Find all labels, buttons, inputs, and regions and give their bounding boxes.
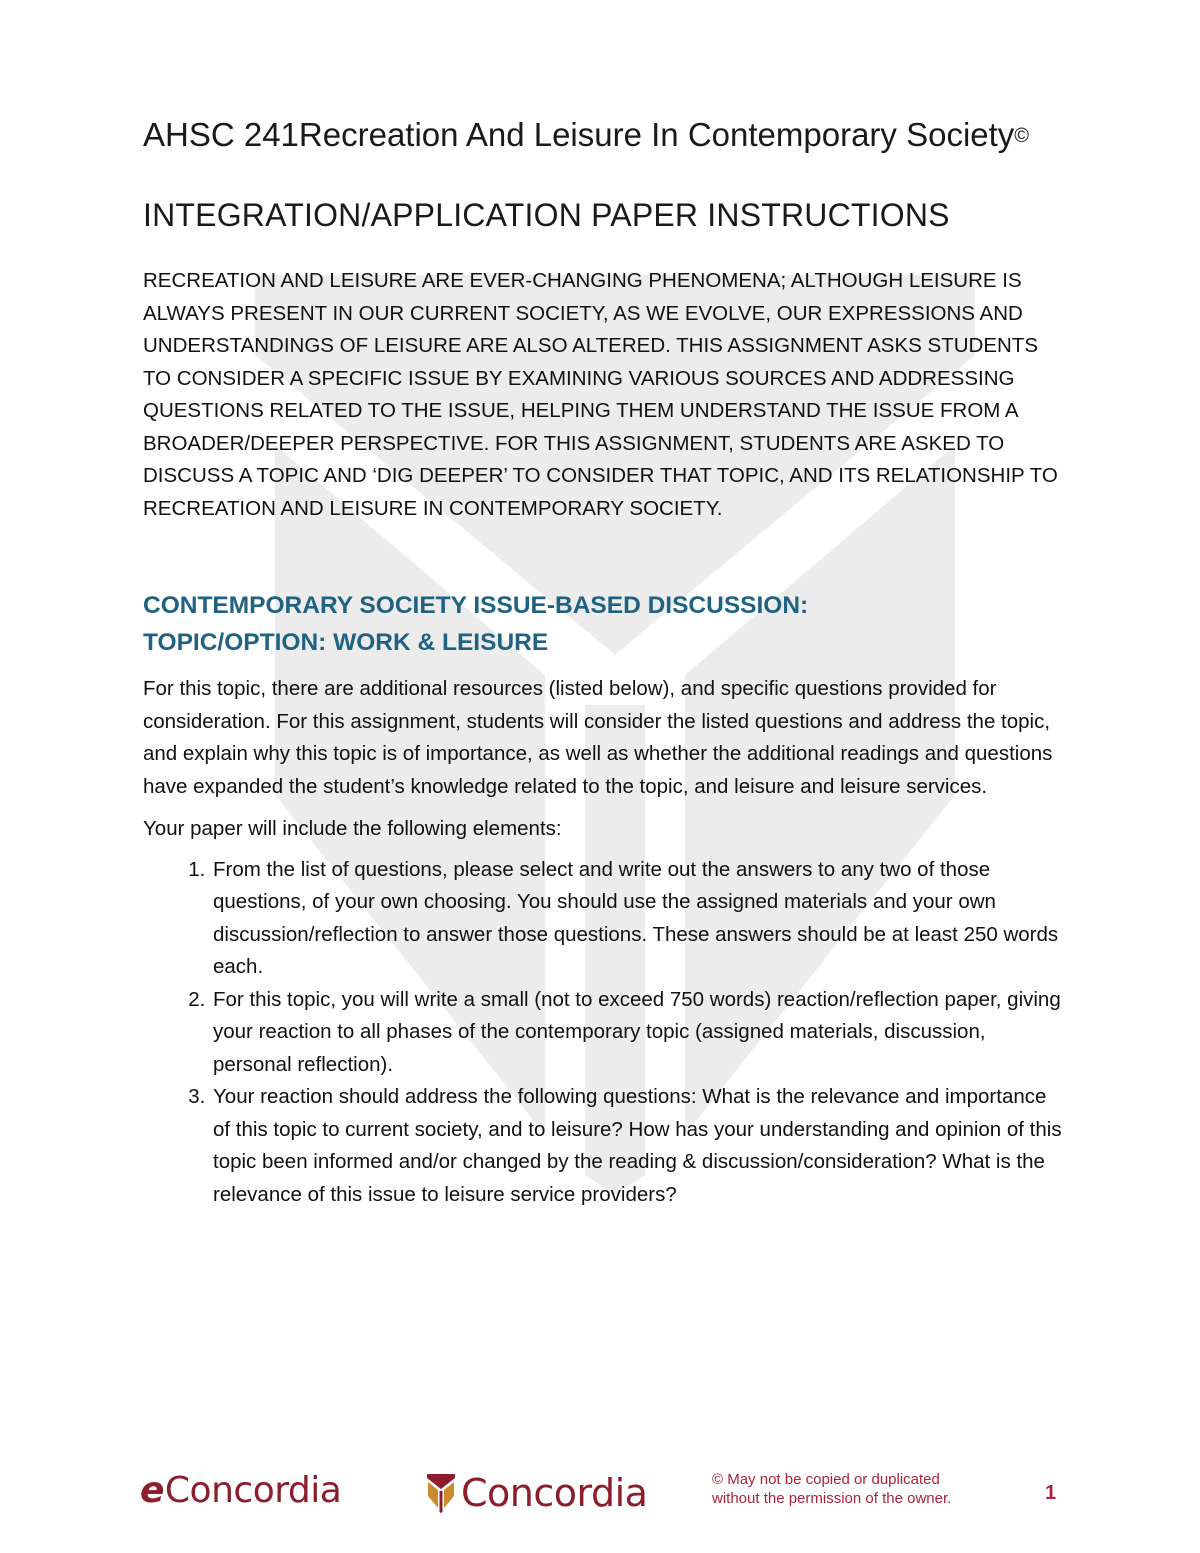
document-title [143,110,1063,161]
section-heading-line-2: TOPIC/OPTION: WORK & LEISURE [143,629,549,656]
concordia-logo-text: Concordia [461,1471,648,1515]
list-intro: Your paper will include the following elements: [143,817,562,840]
document-content [143,110,1063,1211]
page-footer [0,1460,1200,1540]
copyright-line-2: without the permission of the owner. [712,1490,952,1507]
list-item: 2. For this topic, you will write a small (not to exceed 750 words) reaction/reflection paper, giving your reaction to all phases of the contemporary topic (assigned materials, discussion, personal reflection). [211,984,1063,1082]
copyright-symbol: © [1014,125,1030,147]
page-number: 1 [1045,1482,1057,1504]
section-heading [143,587,1063,661]
title-text: AHSC 241Recreation And Leisure In Contemporary Society [143,116,1015,153]
topic-paragraph: For this topic, there are additional resources (listed below), and specific questions provided for consideration. For this assignment, students will consider the listed questions and address the topic, and explain why this topic is of importance, as well as whether the additional readings and questions have expanded the student’s knowledge related to the topic, and leisure and leisure services. [143,677,1053,798]
econcordia-logo-e: e [140,1470,164,1511]
concordia-shield-icon [425,1472,457,1514]
copyright-notice [712,1470,951,1508]
section-heading-line-1: CONTEMPORARY SOCIETY ISSUE-BASED DISCUSSION: [143,592,809,619]
list-item: 3. Your reaction should address the following questions: What is the relevance and importance of this topic to current society, and to leisure? How has your understanding and opinion of this topic been informed and/or changed by the reading & discussion/consideration? What is the relevance of this issue to leisure service providers? [211,1081,1063,1211]
econcordia-logo [140,1470,341,1511]
list-item: 1. From the list of questions, please select and write out the answers to any two of those questions, of your own choosing. You should use the assigned materials and your own discussion/reflection to answer those questions. These answers should be at least 250 words each. [211,854,1063,984]
econcordia-logo-text: Concordia [164,1470,342,1511]
intro-paragraph: RECREATION AND LEISURE ARE EVER-CHANGING PHENOMENA; ALTHOUGH LEISURE IS ALWAYS PRESENT IN OUR CURRENT SOCIETY, AS WE EVOLVE, OUR EXPRESSIONS AND UNDERSTANDINGS OF LEISURE ARE ALSO ALTERED. THIS ASSIGNMENT ASKS STUDENTS TO CONSIDER A SPECIFIC ISSUE BY EXAMINING VARIOUS SOURCES AND ADDRESSING QUESTIONS RELATED TO THE ISSUE, HELPING THEM UNDERSTAND THE ISSUE FROM A BROADER/DEEPER PERSPECTIVE. FOR THIS ASSIGNMENT, STUDENTS ARE ASKED TO DISCUSS A TOPIC AND ‘DIG DEEPER’ TO CONSIDER THAT TOPIC, AND ITS RELATIONSHIP TO RECREATION AND LEISURE IN CONTEMPORARY SOCIETY. [143,269,1058,520]
copyright-line-1: © May not be copied or duplicated [712,1471,940,1488]
concordia-logo [425,1468,647,1518]
document-subtitle: INTEGRATION/APPLICATION PAPER INSTRUCTIONS [143,197,950,233]
requirements-list [143,854,1063,1212]
